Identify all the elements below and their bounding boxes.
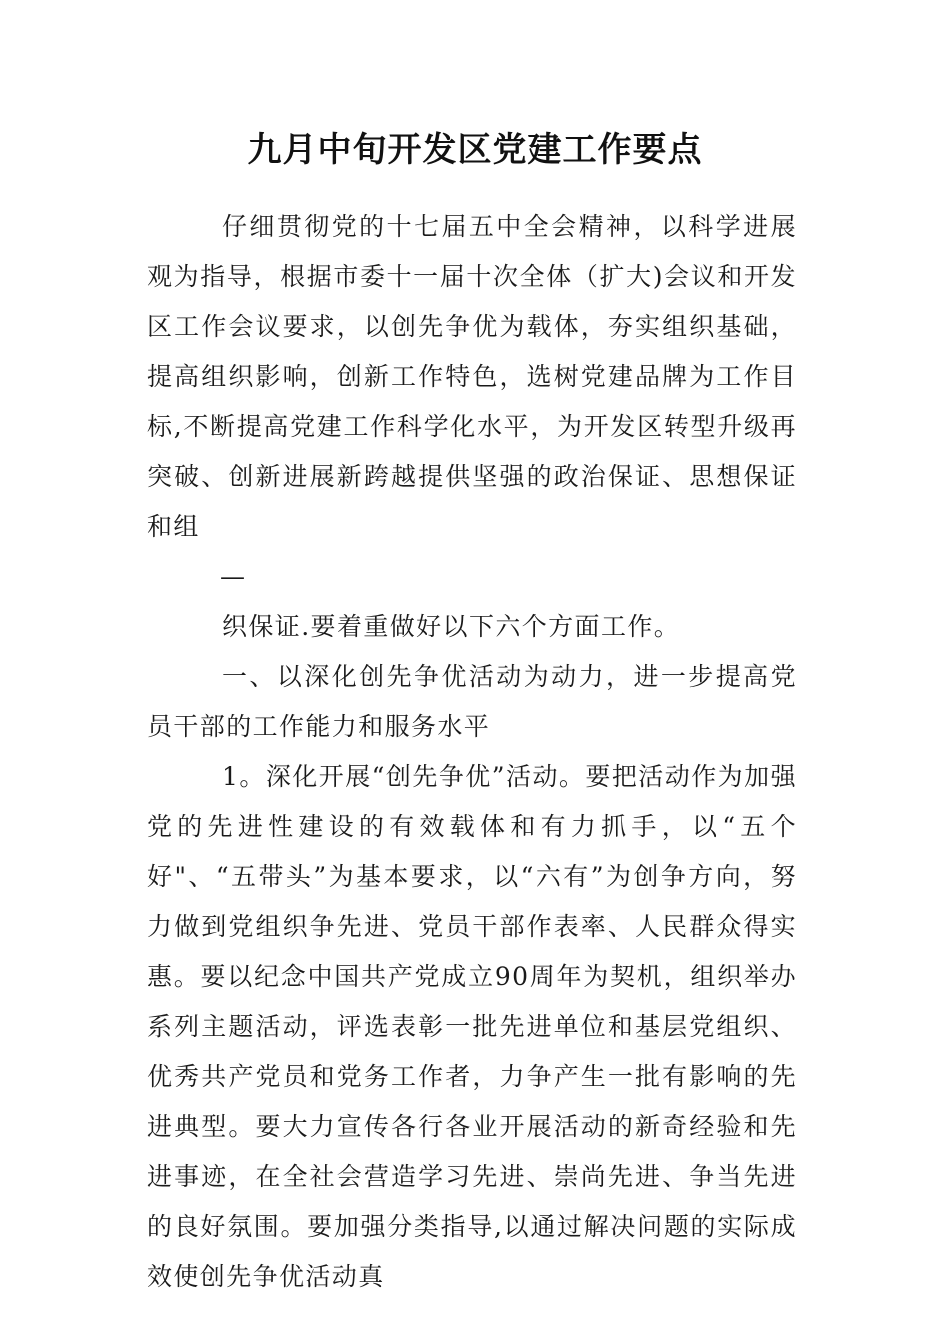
- document-title: 九月中旬开发区党建工作要点: [247, 130, 703, 170]
- paragraph-continuation: 织保证.要着重做好以下六个方面工作。: [222, 612, 681, 641]
- paragraph-item-1: 1。深化开展“创先争优”活动。要把活动作为加强党的先进性建设的有效载体和有力抓手，以“五个好"、“五带头”为基本要求，以“六有”为创争方向，努力做到党组织争先进、党员干部作表率、人民群众得实惠。要以纪念中国共产党成立90周年为契机，组织举办系列主题活动，评选表彰一批先进单位和基层党组织、优秀共产党员和党务工作者，力争产生一批有影响的先进典型。要大力宣传各行各业开展活动的新奇经验和先进事迹，在全社会营造学习先进、崇尚先进、争当先进的良好氛围。要加强分类指导,以通过解决问题的实际成效使创先争优活动真: [147, 762, 797, 1291]
- dash-separator: —: [220, 562, 247, 591]
- section-heading-1: 一、以深化创先争优活动为动力，进一步提高党员干部的工作能力和服务水平: [147, 662, 797, 741]
- paragraph-intro: 仔细贯彻党的十七届五中全会精神，以科学进展观为指导，根据市委十一届十次全体（扩大)会议和开发区工作会议要求，以创先争优为载体，夯实组织基础，提高组织影响，创新工作特色，选树党建品牌为工作目标,不断提高党建工作科学化水平，为开发区转型升级再突破、创新进展新跨越提供坚强的政治保证、思想保证和组: [147, 212, 797, 541]
- document-body: [147, 202, 797, 1302]
